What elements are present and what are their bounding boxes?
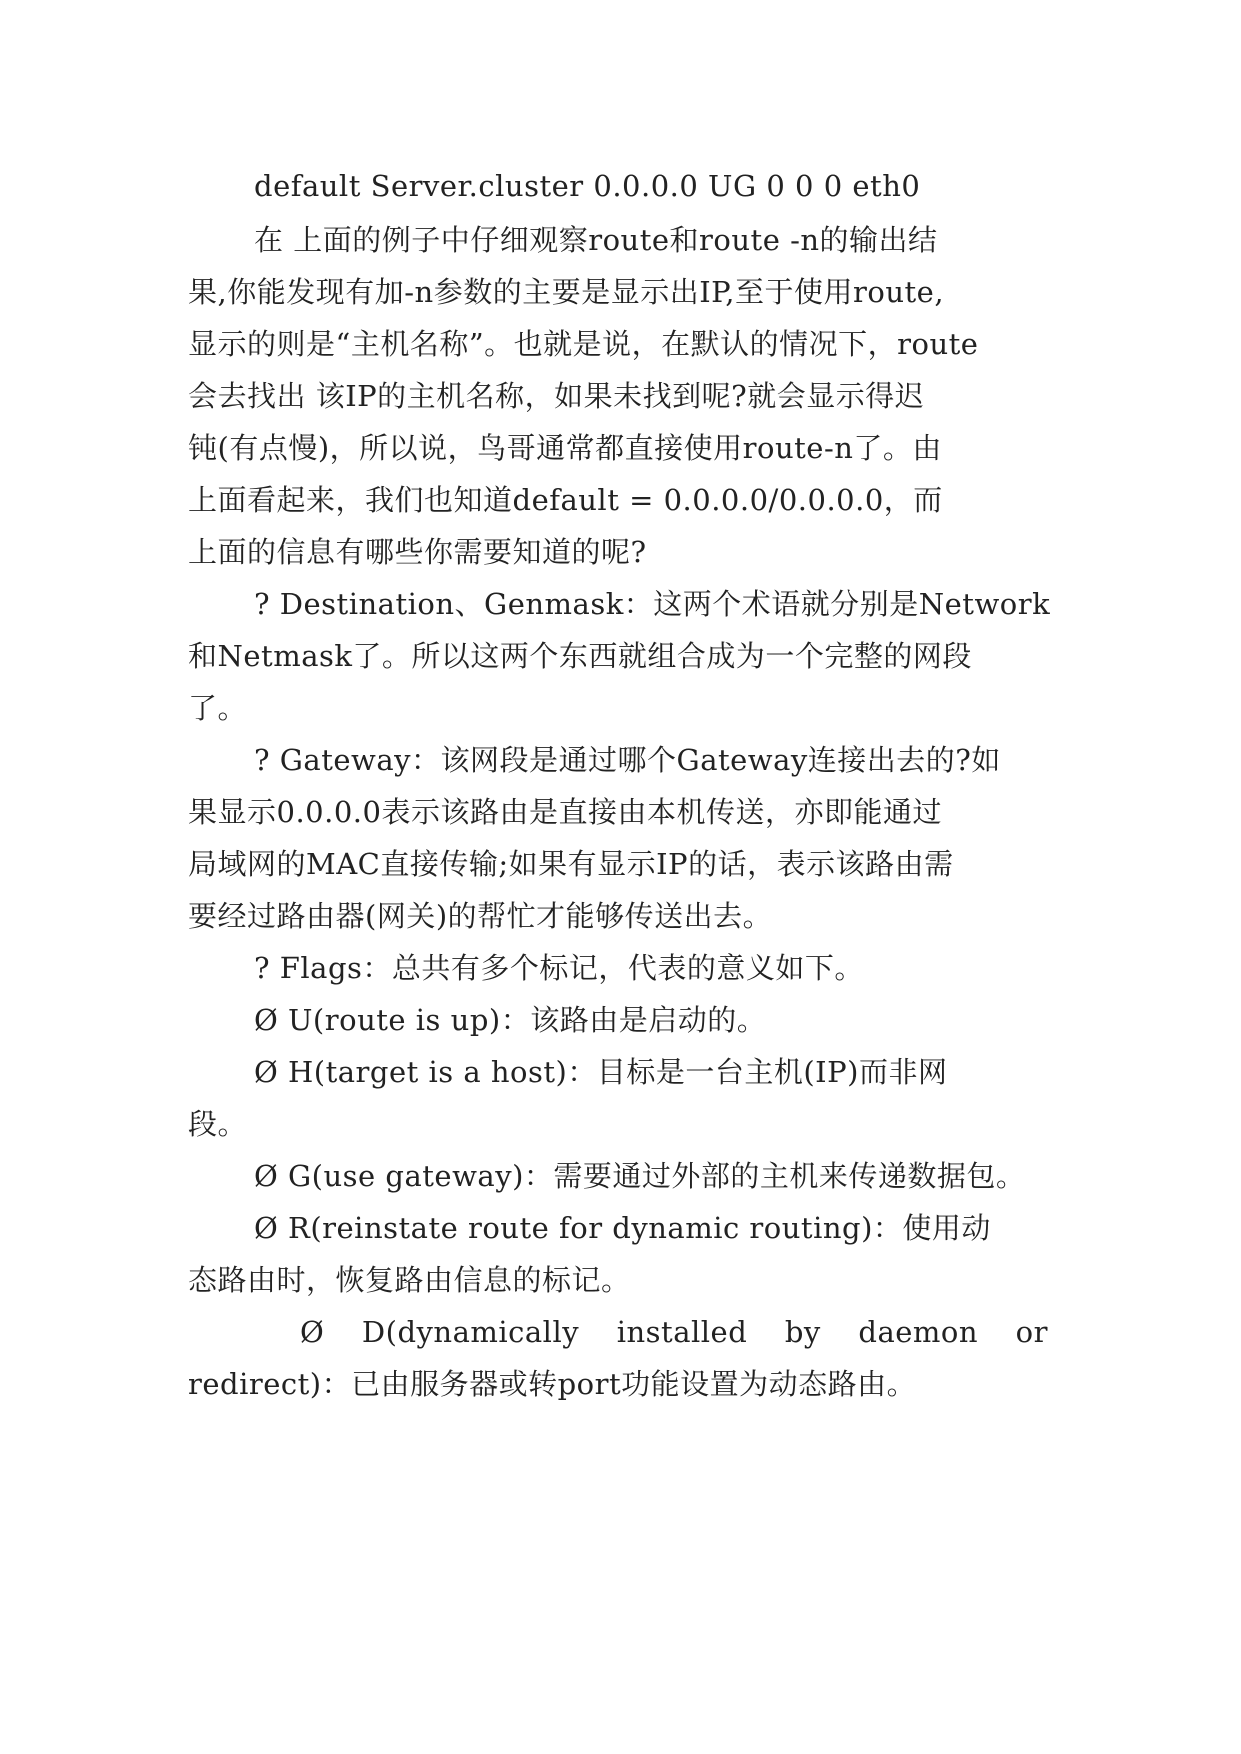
text-line-12: ? Gateway：该网段是通过哪个Gateway连接出去的?如 [254,743,1001,777]
text-line-14: 局域网的MAC直接传输;如果有显示IP的话，表示该路由需 [188,847,954,881]
text-line-7: 上面看起来，我们也知道default = 0.0.0.0/0.0.0.0，而 [188,483,943,517]
text-line-18: Ø H(target is a host)：目标是一台主机(IP)而非网 [254,1055,948,1089]
text-line-19: 段。 [188,1107,248,1141]
text-line-20: Ø G(use gateway)：需要通过外部的主机来传递数据包。 [254,1159,1026,1193]
text-line-8: 上面的信息有哪些你需要知道的呢? [188,535,647,569]
text-line-24: redirect)：已由服务器或转port功能设置为动态路由。 [188,1367,917,1401]
text-line-17: Ø U(route is up)：该路由是启动的。 [254,1003,767,1037]
text-line-5: 会去找出 该IP的主机名称，如果未找到呢?就会显示得迟 [188,379,925,413]
text-line-3: 果,你能发现有加-n参数的主要是显示出IP,至于使用route, [188,275,945,309]
text-line-6: 钝(有点慢)，所以说，鸟哥通常都直接使用route-n了。由 [188,431,942,465]
text-line-22: 态路由时，恢复路由信息的标记。 [188,1263,631,1297]
text-line-13: 果显示0.0.0.0表示该路由是直接由本机传送，亦即能通过 [188,795,942,829]
text-line-11: 了。 [188,691,248,725]
text-line-23: Ø D(dynamically installed by daemon or [300,1315,1048,1349]
text-line-16: ? Flags：总共有多个标记，代表的意义如下。 [254,951,864,985]
text-line-2: 在 上面的例子中仔细观察route和route -n的输出结 [254,223,938,257]
text-line-1: default Server.cluster 0.0.0.0 UG 0 0 0 eth0 [254,169,921,203]
text-line-10: 和Netmask了。所以这两个东西就组合成为一个完整的网段 [188,639,972,673]
text-line-4: 显示的则是“主机名称”。也就是说，在默认的情况下，route [188,327,979,361]
text-line-15: 要经过路由器(网关)的帮忙才能够传送出去。 [188,899,773,933]
text-line-21: Ø R(reinstate route for dynamic routing)：使用动 [254,1211,991,1245]
text-line-9: ? Destination、Genmask：这两个术语就分别是Network [254,587,1051,621]
